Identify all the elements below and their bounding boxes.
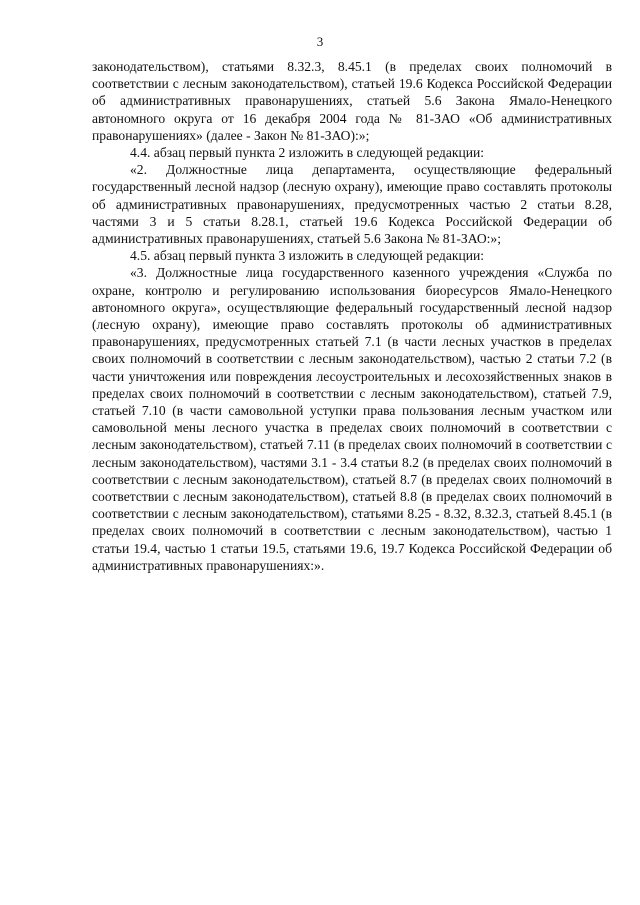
paragraph-point-3: «3. Должностные лица государственного казенного учреждения «Служба по охране, контролю и регулированию использования биоресурсов Ямало-Ненецкого автономного округа», осуществляющие федеральный государственный лесной надзор (лесную охрану), имеющие право составлять протоколы об административных правонарушениях, предусмотренных статьей 7.1 (в части лесных участков в пределах своих полномочий в соответствии с лесным законодательством), частью 2 статьи 7.2 (в части уничтожения или повреждения лесоустроительных и лесохозяйственных знаков в пределах своих полномочий в соответствии с лесным законодательством), статьей 7.9, статьей 7.10 (в части самовольной уступки права пользования лесным участком или самовольной мены лесного участка в пределах своих полномочий в соответствии с лесным законодательством), статьей 7.11 (в пределах своих полномочий в соответствии с лесным законодательством), частями 3.1 - 3.4 статьи 8.2 (в пределах своих полномочий в соответствии с лесным законодательством), статьей 8.7 (в пределах своих полномочий в соответствии с лесным законодательством), статьей 8.8 (в пределах своих полномочий в соответствии с лесным законодательством), статьями 8.25 - 8.32, 8.32.3, статьей 8.45.1 (в пределах своих полномочий в соответствии с лесным законодательством), частью 1 статьи 19.4, частью 1 статьи 19.5, статьями 19.6, 19.7 Кодекса Российской Федерации об административных правонарушениях:». [92,265,612,573]
paragraph-item-4-5: 4.5. абзац первый пункта 3 изложить в следующей редакции: [130,248,485,264]
paragraph-continuation: законодательством), статьями 8.32.3, 8.45.1 (в пределах своих полномочий в соответствии с лесным законодательством), статьей 19.6 Кодекса Российской Федерации об административных правонарушениях, статьей 5.6 Закона Ямало-Ненецкого автономного округа от 16 декабря 2004 года № 81-ЗАО «Об административных правонарушениях» (далее - Закон № 81-ЗАО):»; [92,59,612,143]
document-text [92,58,612,574]
page-number: 3 [316,34,324,49]
paragraph-item-4-4: 4.4. абзац первый пункта 2 изложить в следующей редакции: [130,145,485,161]
paragraph-point-2: «2. Должностные лица департамента, осуществляющие федеральный государственный лесной надзор (лесную охрану), имеющие право составлять протоколы об административных правонарушениях, предусмотренных частью 2 статьи 8.28, частями 3 и 5 статьи 8.28.1, статьей 19.6 Кодекса Российской Федерации об административных правонарушениях, статьей 5.6 Закона № 81-ЗАО:»; [92,162,612,247]
